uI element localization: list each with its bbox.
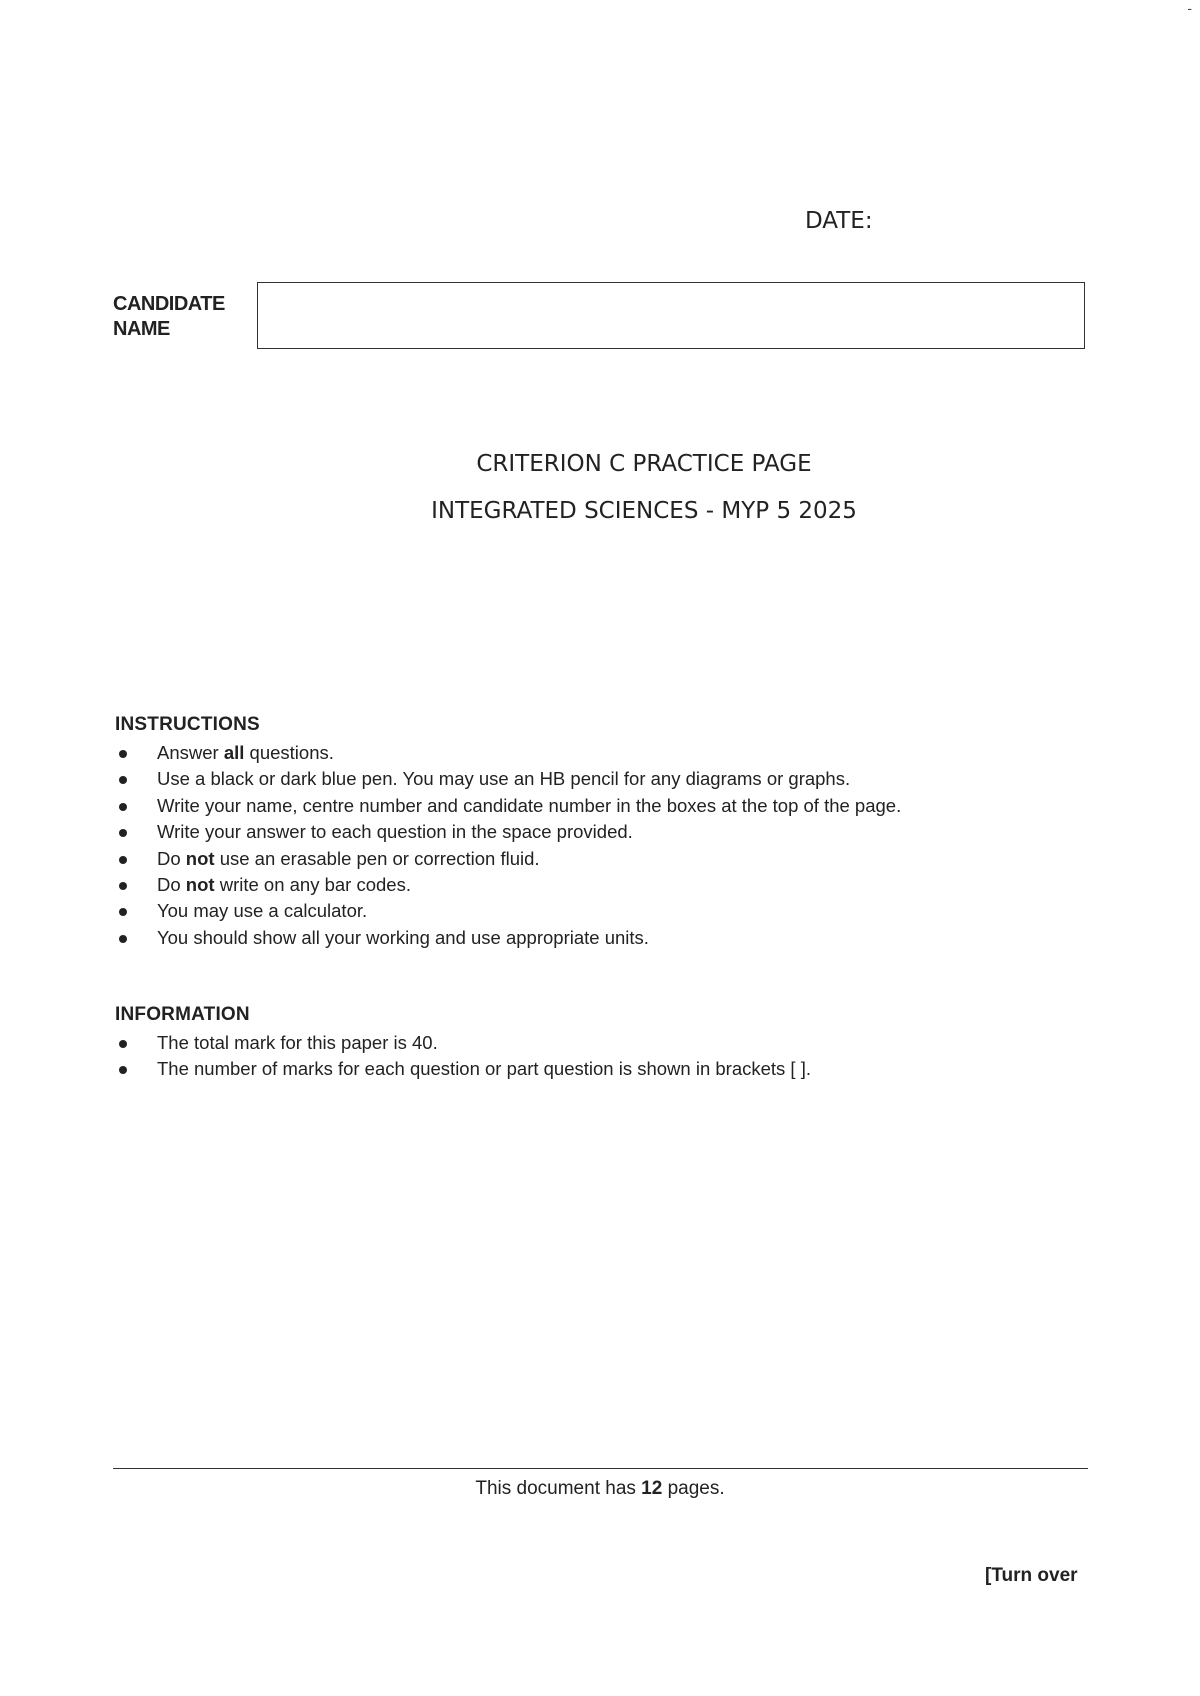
turn-over-label: [Turn over — [985, 1565, 1078, 1586]
instruction-text: Do — [157, 847, 186, 869]
instruction-text: Write your answer to each question in the space provided. — [157, 821, 633, 843]
bullet-icon — [119, 829, 127, 837]
instruction-item — [115, 872, 1095, 898]
date-label: DATE: — [805, 208, 873, 234]
instruction-item — [115, 793, 1095, 819]
instruction-item — [115, 740, 1095, 766]
instruction-text: Use a black or dark blue pen. You may use an HB pencil for any diagrams or graphs. — [157, 768, 851, 790]
bullet-icon — [119, 935, 127, 943]
candidate-label-line2: NAME — [113, 318, 170, 340]
instructions-list — [115, 740, 1095, 951]
bullet-icon — [119, 776, 127, 784]
information-section — [115, 1004, 1095, 1083]
page-count-number: 12 — [641, 1478, 663, 1499]
instruction-text: use an erasable pen or correction fluid. — [214, 847, 540, 869]
page-count-text: pages. — [662, 1478, 725, 1499]
instruction-text: write on any bar codes. — [214, 874, 411, 896]
instruction-text: You should show all your working and use appropriate units. — [157, 926, 649, 948]
instruction-text: Answer — [157, 742, 224, 763]
bullet-icon — [119, 908, 127, 916]
information-heading: INFORMATION — [115, 1004, 250, 1025]
instruction-text: Write your name, centre number and candidate number in the boxes at the top of the page. — [157, 794, 902, 816]
bullet-icon — [119, 856, 127, 864]
instruction-text: Do — [157, 874, 186, 896]
instruction-item — [115, 898, 1095, 924]
instruction-item — [115, 819, 1095, 845]
instructions-heading: INSTRUCTIONS — [115, 714, 260, 735]
information-text: The total mark for this paper is 40. — [157, 1032, 438, 1053]
information-list — [115, 1030, 1095, 1083]
corner-mark: - — [1187, 0, 1192, 16]
bullet-icon — [119, 750, 127, 758]
instruction-item — [115, 766, 1095, 792]
instruction-text: questions. — [244, 742, 334, 763]
instruction-item — [115, 846, 1095, 872]
information-item — [115, 1056, 1095, 1082]
candidate-label-line1: CANDIDATE — [113, 293, 225, 315]
page-count-text: This document has — [475, 1478, 642, 1499]
candidate-name-box[interactable] — [257, 282, 1085, 349]
bullet-icon — [119, 803, 127, 811]
information-text: The number of marks for each question or part question is shown in brackets [ ]. — [157, 1058, 811, 1080]
information-item — [115, 1030, 1095, 1056]
page-count-note — [0, 1478, 1200, 1500]
instruction-text: You may use a calculator. — [157, 900, 368, 922]
bullet-icon — [119, 882, 127, 890]
instruction-emphasis: not — [185, 874, 215, 896]
instructions-section — [115, 714, 1095, 951]
bullet-icon — [119, 1040, 127, 1048]
instruction-item — [115, 925, 1095, 951]
footer-divider — [113, 1468, 1088, 1469]
instruction-emphasis: all — [223, 742, 245, 763]
bullet-icon — [119, 1066, 127, 1074]
candidate-name-label — [113, 292, 225, 342]
page-title: CRITERION C PRACTICE PAGE — [476, 451, 812, 477]
page-subtitle: INTEGRATED SCIENCES - MYP 5 2025 — [431, 498, 857, 524]
instruction-emphasis: not — [185, 847, 215, 869]
